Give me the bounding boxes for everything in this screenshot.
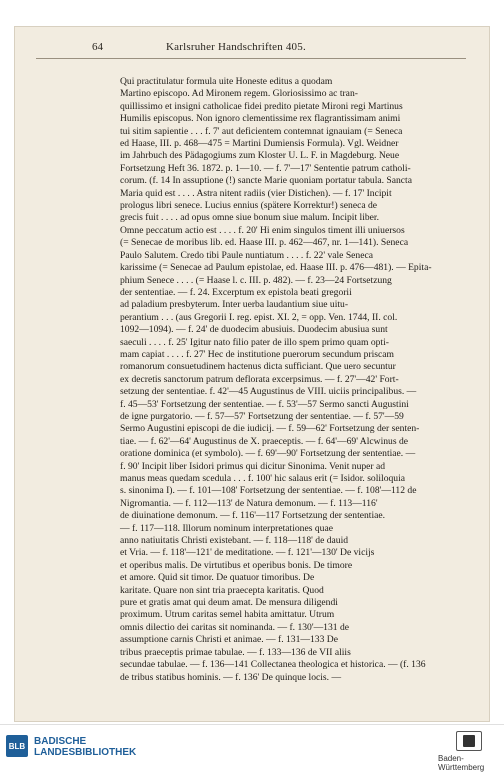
text-line: f. 90' Incipit liber Isidori primus qui dicitur Sinonima. Venit nuper ad	[120, 460, 386, 472]
catalog-entry-text	[120, 76, 484, 684]
running-title: Karlsruher Handschriften 405.	[166, 41, 306, 53]
text-line: pure et gratis amat qui deum amat. De mensura diligendi	[120, 597, 338, 609]
text-line: romanorum consuetudinem hactenus dicta sufficiant. Que uero secuntur	[120, 361, 396, 373]
text-line: 1092—1094). — f. 24' de duodecim abusiuis. Duodecim abusiua sunt	[120, 324, 388, 336]
text-line: de igne purgatorio. — f. 57—57' Fortsetzung der sententiae. — f. 57'—59	[120, 410, 404, 422]
text-line: corum. (f. 14 In assuptione (!) sancte Marie quoniam portatur tabula. Sancta	[120, 175, 412, 187]
text-line: anno natiuitatis Christi existebant. — f. 118—118' de dauid	[120, 535, 349, 547]
library-name[interactable]	[34, 736, 136, 758]
text-line: proximum. Utrum caritas semel habita amittatur. Utrum	[120, 609, 335, 621]
text-line: grecis fuit . . . . ad opus omne siue bonum siue malum. Incipit liber.	[120, 212, 379, 224]
text-line: karissime (= Senecae ad Paulum epistolae, ed. Haase III. p. 476—481). — Epita-	[120, 262, 432, 274]
text-line: tui sitim sapientie . . . f. 7' aut deficientem contemnat ignauiam (= Seneca	[120, 125, 403, 137]
text-line: secundae tabulae. — f. 136—141 Collectanea theologica et historica. — (f. 136	[120, 659, 426, 671]
text-line: s. sinonima I). — f. 101—108' Fortsetzung der sententiae. — f. 108'—112 de	[120, 485, 417, 497]
text-line: quillissimo et insigni catholicae fidei predito pietate Mironi regi Martinus	[120, 100, 403, 112]
text-line: der sententiae. — f. 24. Excerptum ex epistola beati gregorii	[120, 286, 352, 298]
text-line: omnis dilectio dei caritas sit nominanda. — f. 130'—131 de	[120, 621, 350, 633]
text-line: oratione dominica (et symbolo). — f. 69'—90' Fortsetzung der sententiae. —	[120, 448, 416, 460]
library-name-line2: LANDESBIBLIOTHEK	[34, 747, 137, 758]
blb-logo-icon[interactable]: BLB	[6, 735, 28, 757]
text-line: mam capiat . . . . f. 27' Hec de institutione puerorum secundum priscam	[120, 348, 395, 360]
text-line: Maria quid est . . . . Astra nitent radiis (vier Distichen). — f. 17' Incipit	[120, 187, 392, 199]
text-line: — f. 117—118. Illorum nominum interpretationes quae	[120, 522, 333, 534]
page-header	[36, 41, 466, 59]
text-line: de tribus statibus hominis. — f. 136' De quinque locis. —	[120, 671, 342, 683]
text-line: Sermo Augustini episcopi de die iudicij. — f. 59—62' Fortsetzung der senten-	[120, 423, 420, 435]
text-line: de diuinatione demonum. — f. 116'—117 Fortsetzung der sententiae.	[120, 510, 386, 522]
text-line: assumptione carnis Christi et animae. — f. 131—133 De	[120, 634, 338, 646]
text-line: tribus praeceptis primae tabulae. — f. 133—136 de VII aliis	[120, 646, 351, 658]
text-line: tiae. — f. 62'—64' Augustinus de X. praeceptis. — f. 64'—69' Alcwinus de	[120, 435, 409, 447]
text-line: perantium . . . (aus Gregorii I. reg. epist. XI. 2, = opp. Ven. 1744, II. col.	[120, 311, 398, 323]
text-line: Humilis episcopus. Non ignoro clementissime rex flagrantissimam animi	[120, 113, 401, 125]
text-line: ed Haase, III. p. 468—475 = Martini Dumiensis Formula). Vgl. Weidner	[120, 138, 399, 150]
text-line: Fortsetzung Heft 36. 1872. p. 1—10. — f. 7'—17' Sententie patrum catholi-	[120, 162, 411, 174]
library-name-line1: BADISCHE	[34, 736, 87, 747]
text-line: phium Senece . . . . (= Haase l. c. III. p. 482). — f. 23—24 Fortsetzung	[120, 274, 392, 286]
text-line: ex decretis sanctorum patrum deflorata excerpsimus. — f. 27'—42' Fort-	[120, 373, 399, 385]
text-line: ad paladium presbyterum. Inter uerba laudantium siue uitu-	[120, 299, 349, 311]
footer-bar	[0, 724, 504, 772]
text-line: Qui practitulatur formula uite Honeste editus a quodam	[120, 76, 333, 87]
text-line: et Vria. — f. 118'—121' de meditatione. — f. 121'—130' De vicijs	[120, 547, 375, 559]
text-line: saeculi . . . . f. 25' Igitur nato filio pater de illo spem primo quam opti-	[120, 336, 389, 348]
text-line: karitate. Quare non sint tria praecepta karitatis. Quod	[120, 584, 324, 596]
text-line: f. 45—53' Fortsetzung der sententiae. — f. 53'—57 Sermo sancti Augustini	[120, 398, 409, 410]
text-line: setzung der sententiae. f. 42'—45 Augustinus de VIII. uiciis principalibus. —	[120, 386, 417, 398]
text-line: Martino episcopo. Ad Mironem regem. Gloriosissimo ac tran-	[120, 88, 358, 100]
state-label: Baden-Württemberg	[438, 754, 485, 772]
text-line: Nigromantia. — f. 112—113' de Natura demonum. — f. 113—116'	[120, 497, 378, 509]
text-line: prologus libri senece. Lucius ennius (spätere Korrektur!) seneca de	[120, 200, 378, 212]
text-line: et operibus malis. De virtutibus et operibus bonis. De timore	[120, 559, 353, 571]
text-line: et amore. Quid sit timor. De quatuor timoribus. De	[120, 572, 315, 584]
baden-wuerttemberg-crest-icon	[456, 731, 482, 751]
text-line: im Jahrbuch des Pädagogiums zum Kloster U. L. F. in Magdeburg. Neue	[120, 150, 400, 162]
text-line: manus meas quedam scedula . . . f. 100' hic salaus erit (= Isidor. soliloquia	[120, 473, 406, 484]
text-line: (= Senecae de moribus lib. ed. Haase III. p. 462—467, nr. 1—141). Seneca	[120, 237, 409, 249]
text-line: Paulo Salutem. Credo tibi Paule nuntiatum . . . . f. 22' vale Seneca	[120, 249, 373, 261]
text-line: Omne peccatum actio est . . . . f. 20' Hi enim singulos timent illi uniuersos	[120, 224, 405, 236]
page-number: 64	[92, 41, 103, 53]
